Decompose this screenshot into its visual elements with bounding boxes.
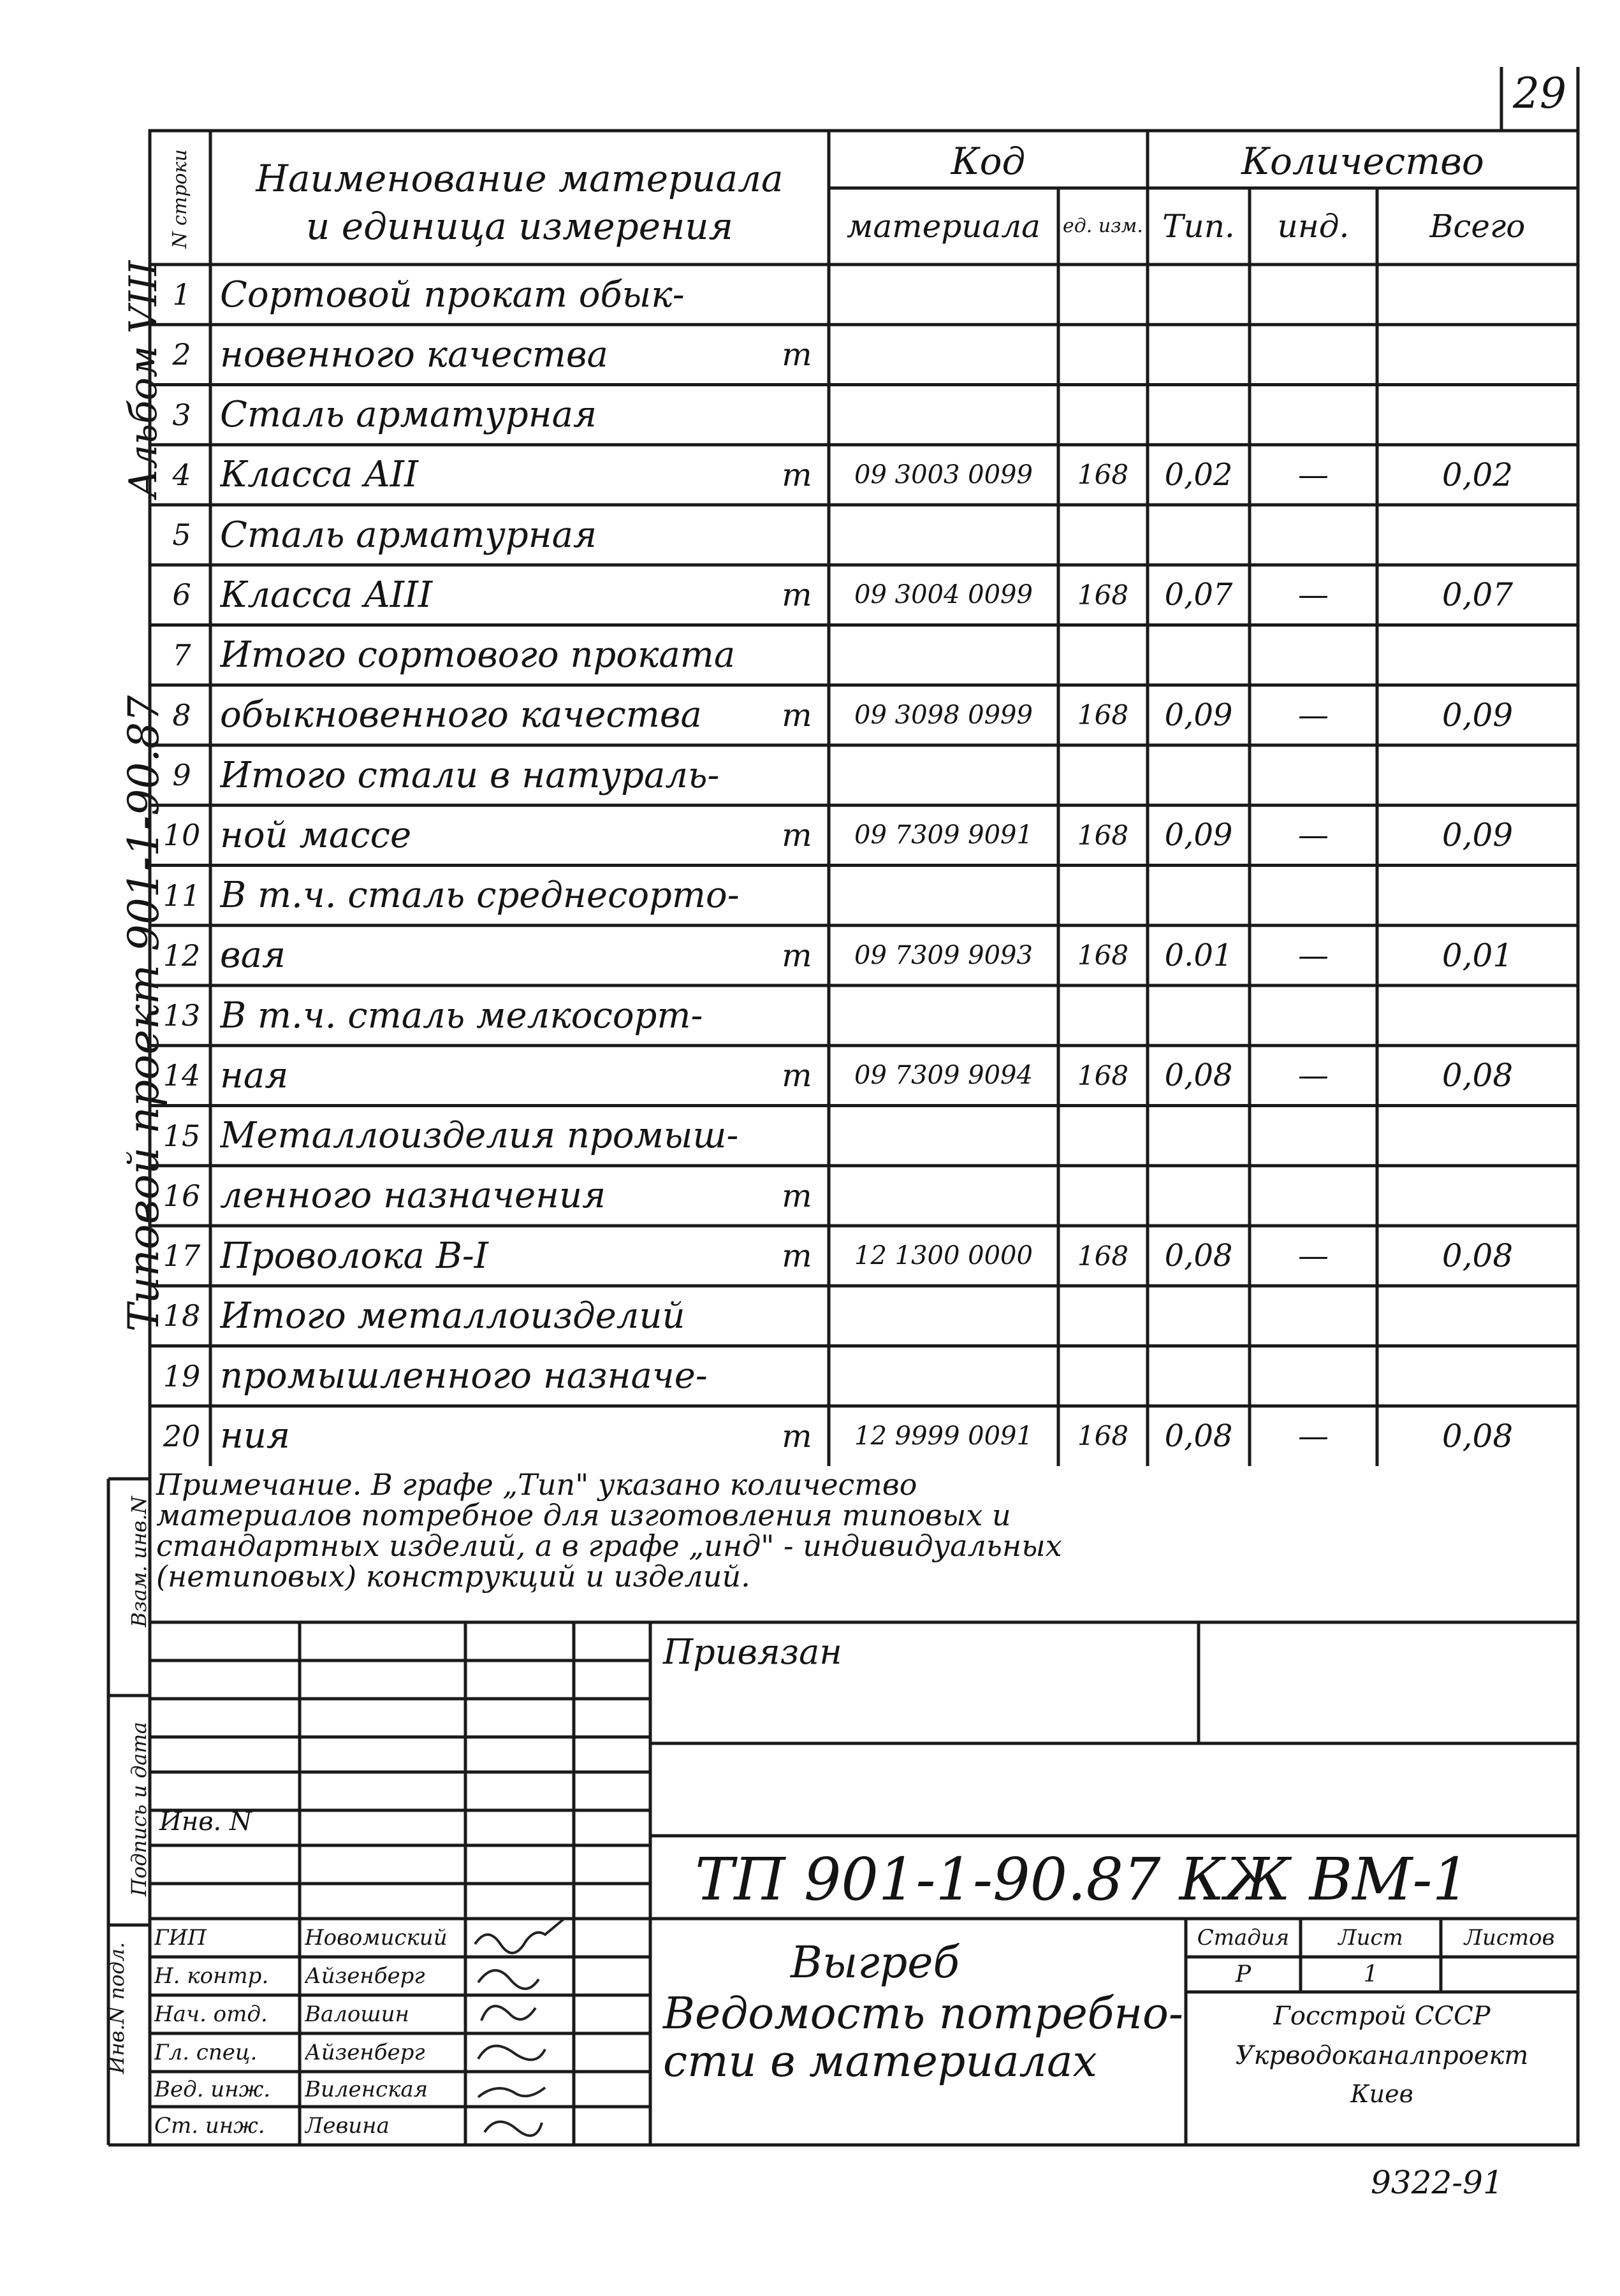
signature-name: Валошин (305, 2002, 409, 2027)
row-number-cell: 13 (163, 998, 201, 1033)
material-name-cell: В т.ч. сталь среднесорто- (220, 875, 740, 917)
unit-cell: т (782, 576, 812, 614)
qty-total-cell: 0,09 (1441, 817, 1514, 854)
qty-type-cell: 0,08 (1164, 1238, 1233, 1274)
material-code-cell: 09 3003 0099 (854, 460, 1033, 490)
qty-ind-cell: — (1298, 697, 1329, 733)
material-name-cell: ния (220, 1415, 291, 1457)
material-name-cell: ленного назначения (220, 1175, 606, 1217)
unit-code-cell: 168 (1077, 819, 1129, 851)
qty-ind-cell: — (1298, 577, 1329, 613)
row-number-cell: 19 (163, 1358, 201, 1393)
qty-total-cell: 0,07 (1441, 576, 1514, 614)
qty-ind-cell: — (1298, 1238, 1329, 1274)
album-label: Альбом VIII (121, 260, 166, 498)
header-qty-ind: инд. (1277, 208, 1350, 245)
row-number-cell: 15 (163, 1118, 201, 1153)
sheet-value: 1 (1363, 1961, 1378, 1987)
material-name-cell: новенного качества (220, 333, 608, 375)
row-number-cell: 10 (163, 818, 201, 853)
material-name-cell: Класса AIII (220, 574, 433, 616)
qty-type-cell: 0.01 (1164, 937, 1233, 973)
row-number-cell: 17 (163, 1239, 201, 1274)
signature-name: Айзенберг (305, 1963, 425, 1989)
unit-cell: т (782, 336, 812, 374)
inv-original-label: Инв.N подл. (105, 1942, 129, 2074)
note-line: Примечание. В графе „Тип" указано количество (156, 1467, 917, 1502)
unit-cell: т (782, 696, 812, 734)
row-number-cell: 9 (172, 758, 191, 793)
note-line: стандартных изделий, а в графе „инд" - индивидуальных (156, 1529, 1062, 1563)
row-number-cell: 12 (163, 938, 201, 973)
material-name-cell: Проволока В-I (220, 1235, 488, 1277)
qty-total-cell: 0,02 (1441, 456, 1514, 493)
material-code-cell: 09 7309 9091 (854, 820, 1033, 850)
qty-ind-cell: — (1298, 817, 1329, 854)
footer-mark: 9322-91 (1371, 2164, 1503, 2201)
qty-ind-cell: — (1298, 1418, 1329, 1454)
material-name-cell: обыкновенного качества (220, 694, 702, 736)
document-title-line2: Ведомость потребно- (663, 1989, 1183, 2039)
signature-name: Новомиский (305, 1925, 448, 1951)
signature-role: Н. контр. (154, 1963, 269, 1989)
header-code-group: Код (951, 139, 1026, 183)
qty-type-cell: 0,08 (1164, 1057, 1233, 1094)
header-name-line2: и единица измерения (305, 205, 734, 248)
unit-code-cell: 168 (1077, 940, 1129, 971)
signature-role: Вед. инж. (154, 2076, 271, 2102)
qty-ind-cell: — (1298, 937, 1329, 973)
unit-code-cell: 168 (1077, 579, 1129, 611)
header-qty-total: Всего (1429, 208, 1526, 245)
row-number-cell: 4 (172, 457, 191, 492)
unit-cell: т (782, 1417, 812, 1455)
material-name-cell: ной массе (220, 814, 412, 856)
unit-code-cell: 168 (1077, 1420, 1129, 1452)
unit-cell: т (782, 1237, 812, 1275)
unit-code-cell: 168 (1077, 1059, 1129, 1091)
qty-ind-cell: — (1298, 1057, 1329, 1094)
signature-role: Гл. спец. (154, 2040, 258, 2065)
material-name-cell: Металлоизделия промыш- (220, 1115, 739, 1157)
qty-type-cell: 0,07 (1164, 577, 1233, 613)
page-number: 29 (1513, 69, 1566, 118)
row-number-cell: 16 (163, 1178, 201, 1213)
signature-role: Ст. инж. (154, 2113, 265, 2139)
material-name-cell: Итого стали в натураль- (220, 754, 720, 796)
unit-cell: т (782, 936, 812, 974)
sheets-label: Листов (1464, 1925, 1555, 1951)
material-name-cell: Класса AII (220, 454, 418, 496)
unit-code-cell: 168 (1077, 699, 1129, 731)
header-qty-type: Тип. (1162, 208, 1235, 245)
signature-role: Нач. отд. (154, 2002, 268, 2027)
material-code-cell: 12 9999 0091 (854, 1421, 1033, 1451)
qty-ind-cell: — (1298, 456, 1329, 493)
document-title-line1: Выгреб (791, 1938, 960, 1988)
row-number-cell: 14 (163, 1058, 201, 1093)
material-code-cell: 09 7309 9094 (854, 1061, 1033, 1091)
unit-cell: т (782, 817, 812, 854)
unit-code-cell: 168 (1077, 459, 1129, 491)
row-number-cell: 1 (172, 277, 191, 312)
sheet-label: Лист (1338, 1925, 1403, 1951)
inv-approval-label: Взам. инв.N (127, 1496, 151, 1627)
project-label: Типовой проект 901-1-90.87 (119, 695, 168, 1332)
header-code-unit: ед. изм. (1063, 215, 1143, 237)
organization-line3: Киев (1350, 2080, 1413, 2108)
unit-code-cell: 168 (1077, 1240, 1129, 1272)
note-line: (нетиповых) конструкций и изделий. (156, 1559, 750, 1594)
qty-type-cell: 0,08 (1164, 1418, 1233, 1454)
header-code-material: материала (847, 208, 1040, 245)
document-title-line3: сти в материалах (663, 2037, 1097, 2087)
signature-role: ГИП (154, 1925, 207, 1951)
row-number-cell: 5 (172, 518, 191, 553)
qty-type-cell: 0,09 (1164, 817, 1233, 854)
row-number-cell: 6 (172, 578, 191, 613)
row-number-cell: 11 (163, 878, 201, 913)
unit-cell: т (782, 1177, 812, 1214)
document-code: ТП 901-1-90.87 КЖ ВМ-1 (695, 1845, 1470, 1914)
signature-name: Виленская (305, 2076, 428, 2102)
signature-name: Айзенберг (305, 2040, 425, 2065)
header-name-line1: Наименование материала (256, 157, 784, 200)
qty-type-cell: 0,09 (1164, 697, 1233, 733)
material-name-cell: Сталь арматурная (220, 394, 597, 436)
material-name-cell: Сталь арматурная (220, 514, 597, 556)
header-row-number: N строки (168, 149, 191, 249)
material-name-cell: вая (220, 934, 286, 977)
row-number-cell: 7 (172, 637, 191, 672)
row-number-cell: 18 (163, 1298, 201, 1333)
qty-total-cell: 0,08 (1441, 1237, 1514, 1275)
qty-total-cell: 0,08 (1441, 1417, 1514, 1455)
row-number-cell: 20 (163, 1418, 201, 1453)
row-number-cell: 3 (172, 397, 191, 432)
stage-value: Р (1235, 1961, 1251, 1987)
material-name-cell: Сортовой прокат обык- (220, 273, 685, 316)
qty-type-cell: 0,02 (1164, 456, 1233, 493)
signature-name: Левина (305, 2113, 390, 2139)
material-name-cell: В т.ч. сталь мелкосорт- (220, 994, 703, 1036)
unit-cell: т (782, 456, 812, 493)
note-line: материалов потребное для изготовления типовых и (156, 1498, 1011, 1532)
material-name-cell: ная (220, 1054, 289, 1096)
unit-cell: т (782, 1057, 812, 1094)
privyazan-label: Привязан (663, 1632, 842, 1672)
material-name-cell: промышленного назначе- (220, 1355, 708, 1397)
row-number-cell: 2 (172, 337, 191, 372)
qty-total-cell: 0,08 (1441, 1057, 1514, 1094)
row-number-cell: 8 (172, 697, 191, 732)
stage-label: Стадия (1197, 1925, 1290, 1951)
organization-line1: Госстрой СССР (1273, 2002, 1491, 2031)
material-code-cell: 12 1300 0000 (854, 1241, 1033, 1271)
signature-date-label: Подпись и дата (127, 1722, 151, 1896)
material-code-cell: 09 3004 0099 (854, 580, 1033, 610)
material-code-cell: 09 3098 0999 (854, 700, 1033, 730)
organization-line2: Укрводоканалпроект (1235, 2041, 1529, 2070)
qty-total-cell: 0,09 (1441, 696, 1514, 734)
qty-total-cell: 0,01 (1441, 936, 1514, 974)
header-qty-group: Количество (1241, 139, 1484, 183)
material-name-cell: Итого металлоизделий (220, 1295, 685, 1337)
material-name-cell: Итого сортового проката (220, 634, 736, 676)
material-code-cell: 09 7309 9093 (854, 940, 1033, 970)
inventory-number-label: Инв. N (159, 1807, 252, 1836)
